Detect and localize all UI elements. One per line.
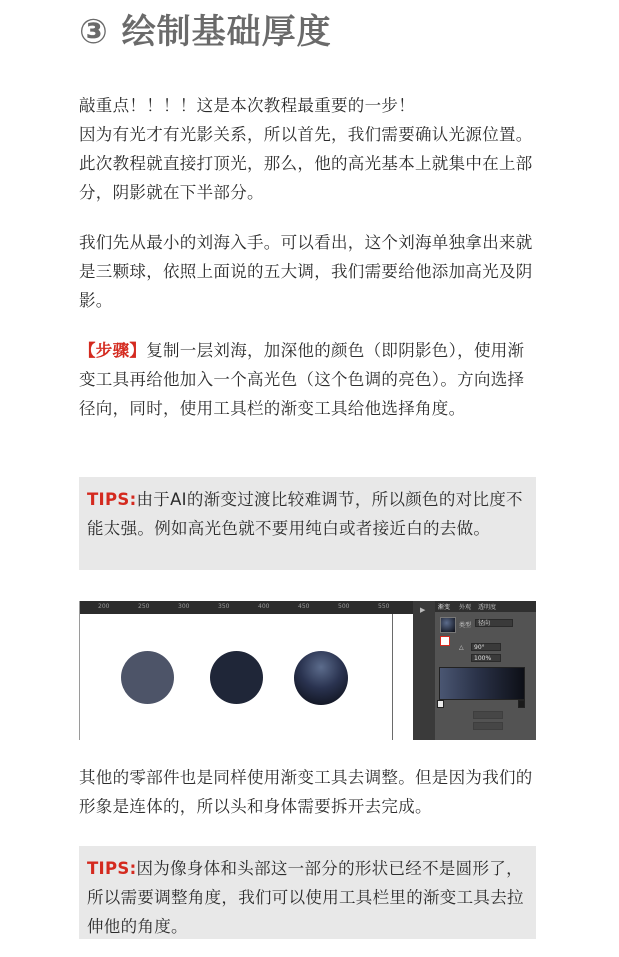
emphasis-line: 敲重点！！！！这是本次教程最重要的一步！ [79, 96, 415, 115]
tips-text: 由于AI的渐变过渡比较难调节，所以颜色的对比度不能太强。例如高光色就不要用纯白或者接近白的去做。 [87, 490, 523, 538]
section-title: ③ 绘制基础厚度 [79, 12, 332, 52]
gradient-stop-end[interactable] [518, 700, 525, 708]
guide-line [392, 614, 393, 740]
artboard-canvas [79, 601, 413, 740]
shaded-ball [294, 651, 348, 705]
steps-text: 复制一层刘海，加深他的颜色（即阴影色），使用渐变工具再给他加入一个高光色（这个色调的亮色）。方向选择径向，同时，使用工具栏的渐变工具给他选择角度。 [79, 341, 525, 418]
location-field[interactable] [473, 722, 503, 730]
type-select[interactable]: 径向 [475, 619, 513, 627]
type-label: 类型 [459, 622, 472, 629]
paragraph-bangs: 我们先从最小的刘海入手。可以看出，这个刘海单独拿出来就是三颗球，依照上面说的五大调，我们需要给他添加高光及阴影。 [79, 233, 533, 310]
tips-label: TIPS: [87, 859, 137, 878]
gradient-screenshot [79, 601, 536, 740]
ruler-tick: 250 [138, 603, 150, 610]
ratio-field[interactable]: 100% [471, 654, 501, 662]
ruler-tick: 550 [378, 603, 390, 610]
flat-ball [121, 651, 174, 704]
gradient-slider[interactable] [439, 667, 525, 700]
panel-tabs [435, 601, 536, 612]
ruler-tick: 350 [218, 603, 230, 610]
opacity-field[interactable] [473, 711, 503, 719]
tips-text: 因为像身体和头部这一部分的形状已经不是圆形了，所以需要调整角度，我们可以使用工具栏里的渐变工具去拉伸他的角度。 [87, 859, 524, 936]
paragraph-intro [79, 91, 541, 207]
ruler-tick: 200 [98, 603, 110, 610]
tab-transparency[interactable]: 透明度 [478, 604, 497, 611]
ruler [80, 601, 414, 614]
paragraph-other-parts: 其他的零部件也是同样使用渐变工具去调整。但是因为我们的形象是连体的，所以头和身体需要拆开去完成。 [79, 768, 533, 816]
ruler-tick: 500 [338, 603, 350, 610]
panel-toolstrip [413, 601, 435, 740]
paragraph-steps [79, 336, 541, 423]
ruler-tick: 400 [258, 603, 270, 610]
tips-box-1 [79, 477, 536, 570]
tab-gradient[interactable]: 渐变 [438, 604, 451, 611]
dark-ball [210, 651, 263, 704]
stroke-swatch[interactable] [440, 636, 450, 646]
ruler-tick: 300 [178, 603, 190, 610]
play-icon[interactable]: ▶ [420, 606, 426, 614]
angle-field[interactable]: 90° [471, 643, 501, 651]
intro-text: 因为有光才有光影关系，所以首先，我们需要确认光源位置。此次教程就直接打顶光，那么，他的高光基本上就集中在上部分，阴影就在下半部分。 [79, 125, 533, 202]
ruler-tick: 450 [298, 603, 310, 610]
tips-box-2 [79, 846, 536, 939]
steps-tag: 【步骤】 [79, 341, 147, 360]
gradient-panel [413, 601, 536, 740]
gradient-stop-start[interactable] [437, 700, 444, 708]
tips-label: TIPS: [87, 490, 137, 509]
angle-icon: △ [459, 644, 464, 651]
tab-appearance[interactable]: 外观 [459, 604, 472, 611]
gradient-preview-swatch[interactable] [440, 617, 456, 633]
